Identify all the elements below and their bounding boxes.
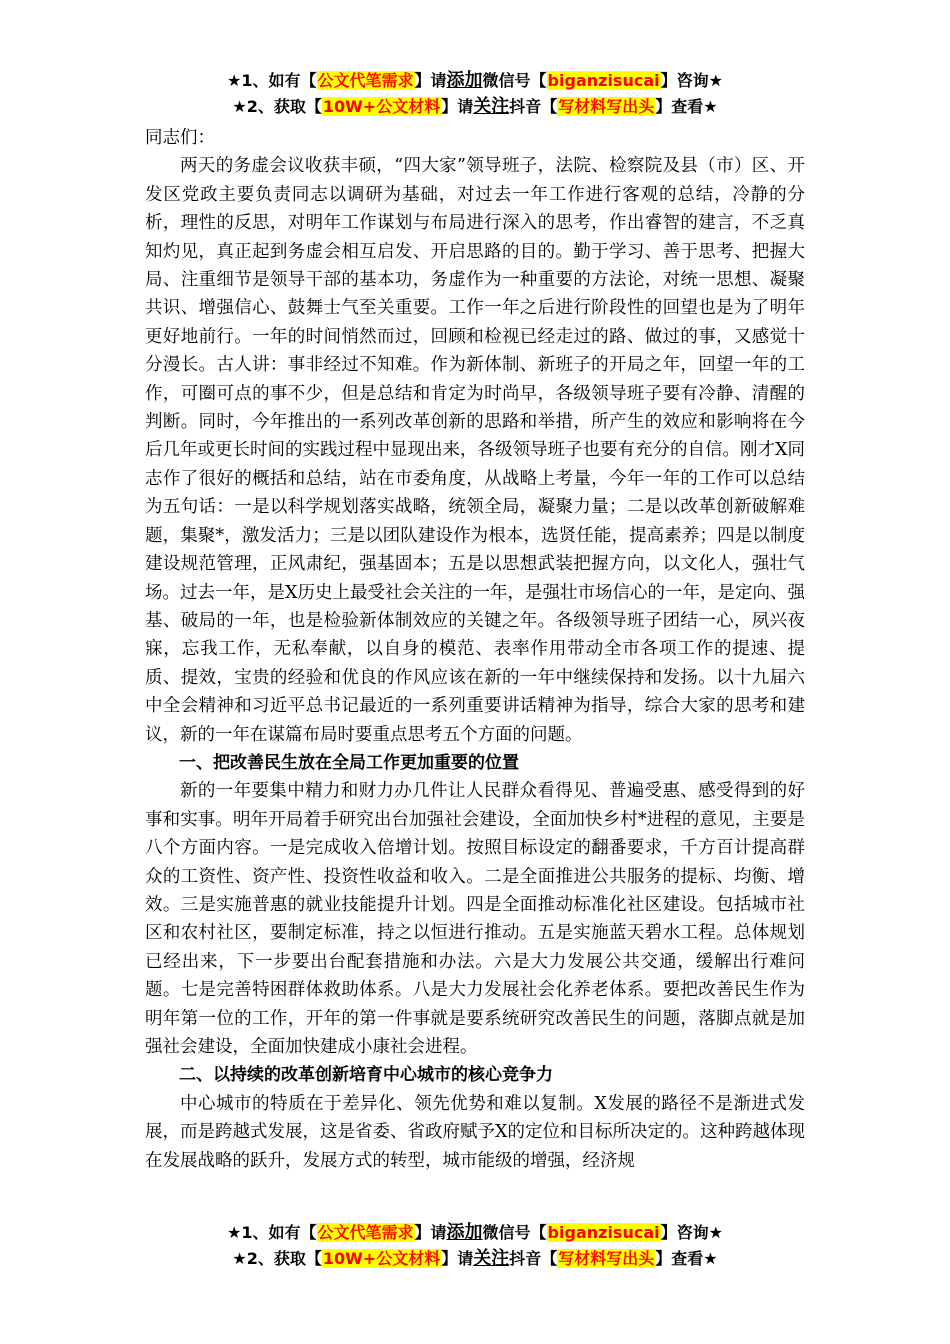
- promo-text: 】请: [441, 97, 474, 116]
- promo-text: 】咨询★: [660, 71, 723, 90]
- section-heading-1: 一、把改善民生放在全局工作更加重要的位置: [179, 752, 519, 773]
- promo-line-2: [0, 94, 950, 120]
- section-heading-2: 二、以持续的改革创新培育中心城市的核心竞争力: [179, 1065, 553, 1086]
- promo-text: 】查看★: [655, 97, 718, 116]
- promo-banner-bottom: [0, 1220, 950, 1272]
- promo-text: 】咨询★: [660, 1223, 723, 1242]
- promo-line-1: [0, 1220, 950, 1246]
- promo-text: 微信号【: [482, 71, 547, 90]
- paragraph-section-1: 新的一年要集中精力和财力办几件让人民群众看得见、普遍受惠、感受得到的好事和实事。明年开局着手研究出台加强社会建设，全面加快乡村*进程的意见，主要是八个方面内容。一是完成收入倍增计划。按照目标设定的翻番要求，千方百计提高群众的工资性、资产性、投资性收益和收入。二是全面推进公共服务的提标、均衡、增效。三是实施普惠的就业技能提升计划。四是全面推动标准化社区建设。包括城市社区和农村社区，要制定标准，持之以恒进行推动。五是实施蓝天碧水工程。总体规划已经出来，下一步要出台配套措施和办法。六是大力发展公共交通，缓解出行难问题。七是完善特困群体救助体系。八是大力发展社会化养老体系。要把改善民生作为明年第一位的工作，开年的第一件事就是要系统研究改善民生的问题，落脚点就是加强社会建设，全面加快建成小康社会进程。: [145, 781, 805, 1057]
- paragraph-section-2: 中心城市的特质在于差异化、领先优势和难以复制。X发展的路径不是渐进式发展，而是跨越式发展，这是省委、省政府赋予X的定位和目标所决定的。这种跨越体现在发展战略的跃升，发展方式的转型，城市能级的增强，经济规: [145, 1093, 805, 1171]
- douyin-account-highlight: 写材料写出头: [558, 97, 655, 116]
- document-body: [145, 124, 805, 1175]
- promo-text: ★2、获取【: [232, 97, 322, 116]
- douyin-account-highlight: 写材料写出头: [558, 1249, 655, 1268]
- promo-text: 】请: [414, 1223, 447, 1242]
- wechat-id-highlight: biganzisucai: [547, 71, 660, 90]
- promo-highlight: 10W+公文材料: [322, 1249, 441, 1268]
- paragraph-intro: 两天的务虚会议收获丰硕，“四大家”领导班子，法院、检察院及县（市）区、开发区党政主要负责同志以调研为基础，对过去一年工作进行客观的总结，冷静的分析，理性的反思，对明年工作谋划与布局进行深入的思考，作出睿智的建言，不乏真知灼见，真正起到务虚会相互启发、开启思路的目的。勤于学习、善于思考、把握大局、注重细节是领导干部的基本功，务虚作为一种重要的方法论，对统一思想、凝聚共识、增强信心、鼓舞士气至关重要。工作一年之后进行阶段性的回望也是为了明年更好地前行。一年的时间悄然而过，回顾和检视已经走过的路、做过的事，又感觉十分漫长。古人讲：事非经过不知难。作为新体制、新班子的开局之年，回望一年的工作，可圈可点的事不少，但是总结和肯定为时尚早，各级领导班子要有冷静、清醒的判断。同时，今年推出的一系列改革创新的思路和举措，所产生的效应和影响将在今后几年或更长时间的实践过程中显现出来，各级领导班子也要有充分的自信。刚才X同志作了很好的概括和总结，站在市委角度，从战略上考量，今年一年的工作可以总结为五句话：一是以科学规划落实战略，统领全局，凝聚力量；二是以改革创新破解难题，集聚*，激发活力；三是以团队建设作为根本，选贤任能，提高素养；四是以制度建设规范管理，正风肃纪，强基固本；五是以思想武装把握方向，以文化人，强壮气场。过去一年，是X历史上最受社会关注的一年，是强壮市场信心的一年，是定向、强基、破局的一年，也是检验新体制效应的关键之年。各级领导班子团结一心，夙兴夜寐，忘我工作，无私奉献，以自身的模范、表率作用带动全市各项工作的提速、提质、提效，宝贵的经验和优良的作风应该在新的一年中继续保持和发扬。以十九届六中全会精神和习近平总书记最近的一系列重要讲话精神为指导，综合大家的思考和建议，新的一年在谋篇布局时要重点思考五个方面的问题。: [145, 156, 805, 745]
- promo-text: 抖音【: [509, 1249, 558, 1268]
- promo-text: 】请: [414, 71, 447, 90]
- promo-text: ★1、如有【: [227, 71, 317, 90]
- promo-text: 】请: [441, 1249, 474, 1268]
- promo-text: 微信号【: [482, 1223, 547, 1242]
- promo-text: ★1、如有【: [227, 1223, 317, 1242]
- promo-highlight: 公文代笔需求: [317, 71, 414, 90]
- promo-text: 】查看★: [655, 1249, 718, 1268]
- promo-banner-top: [0, 68, 950, 120]
- promo-underlined: 关注: [473, 96, 510, 117]
- promo-line-1: [0, 68, 950, 94]
- salutation: 同志们：: [145, 128, 215, 148]
- promo-underlined: 添加: [446, 1222, 483, 1243]
- promo-underlined: 添加: [446, 70, 483, 91]
- promo-highlight: 10W+公文材料: [322, 97, 441, 116]
- promo-text: ★2、获取【: [232, 1249, 322, 1268]
- promo-text: 抖音【: [509, 97, 558, 116]
- wechat-id-highlight: biganzisucai: [547, 1223, 660, 1242]
- promo-line-2: [0, 1246, 950, 1272]
- promo-highlight: 公文代笔需求: [317, 1223, 414, 1242]
- promo-underlined: 关注: [473, 1248, 510, 1269]
